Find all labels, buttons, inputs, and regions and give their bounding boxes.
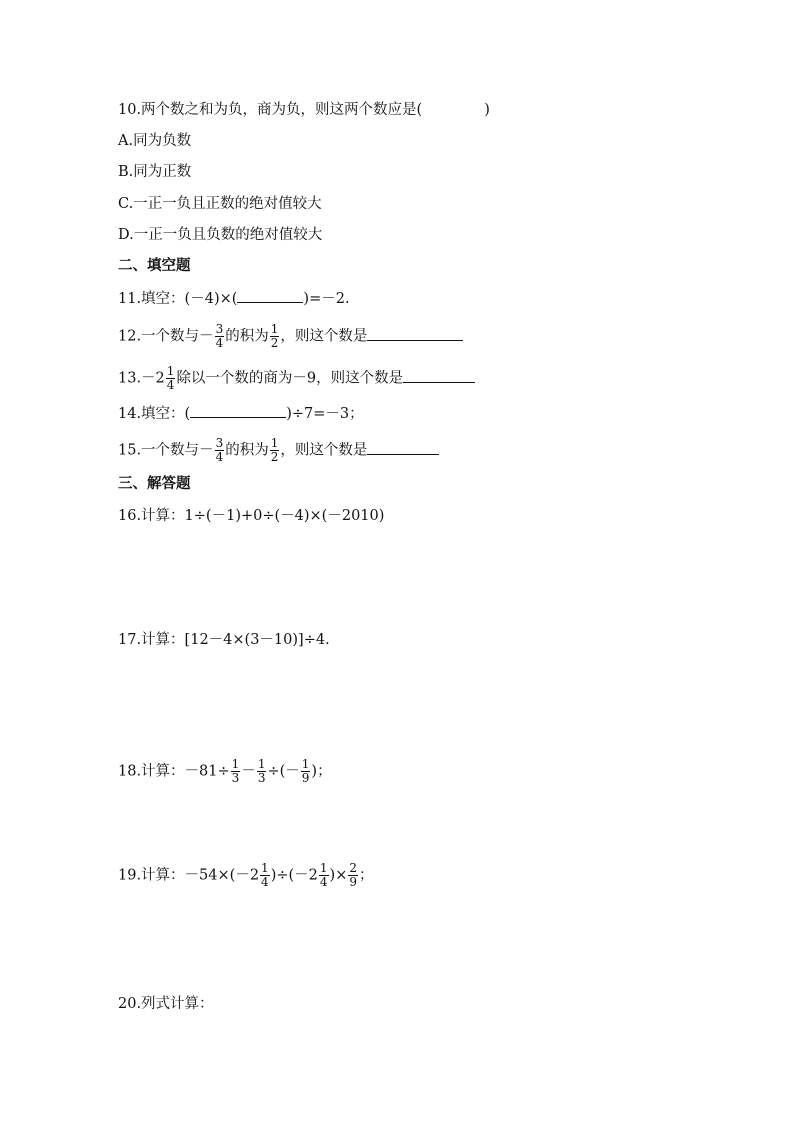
denominator: 4: [215, 336, 224, 350]
q12-text-1: 12.一个数与－: [118, 328, 214, 345]
fraction: [166, 365, 176, 392]
denominator: 3: [231, 771, 240, 785]
numerator: 1: [319, 861, 328, 875]
q10-stem: 10.两个数之和为负，商为负，则这两个数应是(: [118, 102, 423, 118]
fraction: [319, 862, 329, 889]
section-heading-fill-in: 二、填空题: [118, 258, 191, 274]
q15-text-2: 的积为: [225, 442, 269, 459]
numerator: 2: [349, 861, 357, 875]
section-heading-solve: 三、解答题: [118, 476, 191, 492]
denominator: 9: [301, 771, 310, 785]
q15-answer-blank[interactable]: [367, 439, 439, 455]
q14-before: 14.填空：(: [118, 406, 191, 422]
question-12: [118, 323, 463, 350]
numerator: 1: [301, 757, 310, 771]
numerator: 3: [215, 322, 224, 336]
q11-after: )=－2.: [303, 291, 350, 307]
denominator: 3: [257, 771, 266, 785]
question-20: 20.列式计算：: [118, 996, 214, 1012]
denominator: 4: [215, 450, 224, 464]
q18-text-1: 18.计算：－81÷: [118, 763, 230, 780]
fraction: [260, 862, 270, 889]
q10-option-d: D.一正一负且负数的绝对值较大: [118, 227, 323, 243]
q12-text-2: 的积为: [225, 328, 269, 345]
q10-option-a: A.同为负数: [118, 133, 192, 149]
q11-before: 11.填空：(－4)×(: [118, 291, 238, 307]
question-15: [118, 437, 439, 464]
fraction: [270, 323, 280, 350]
question-18: [118, 758, 332, 785]
denominator: 4: [319, 875, 328, 889]
question-13: [118, 365, 475, 392]
question-17: 17.计算：[12－4×(3－10)]÷4.: [118, 632, 330, 648]
numerator: 1: [261, 861, 269, 875]
q19-text-1: 19.计算：－54×(－2: [118, 867, 260, 884]
q18-text-2: －: [241, 763, 256, 780]
fraction: [231, 758, 241, 785]
denominator: 4: [166, 378, 175, 392]
fraction: [215, 437, 225, 464]
q13-text-2: 除以一个数的商为－9，则这个数是: [176, 370, 404, 387]
q15-text-1: 15.一个数与－: [118, 442, 214, 459]
numerator: 1: [270, 322, 279, 336]
denominator: 2: [270, 336, 279, 350]
q14-after: )÷7=－3；: [286, 406, 364, 422]
q18-text-3: ÷(－: [267, 763, 300, 780]
q11-answer-blank[interactable]: [237, 287, 303, 303]
question-11: [118, 287, 350, 309]
fraction: [348, 862, 358, 889]
question-19: [118, 862, 373, 889]
numerator: 1: [231, 757, 240, 771]
denominator: 9: [349, 875, 357, 889]
q19-text-2: )÷(－2: [270, 867, 318, 884]
fraction: [301, 758, 311, 785]
question-10: [118, 100, 490, 120]
q19-text-3: )×: [329, 867, 348, 884]
denominator: 4: [261, 875, 269, 889]
numerator: 1: [257, 757, 266, 771]
fraction: [215, 323, 225, 350]
fraction: [257, 758, 267, 785]
q14-answer-blank[interactable]: [190, 402, 286, 418]
question-16: 16.计算：1÷(－1)+0÷(－4)×(－2010): [118, 508, 385, 524]
q12-answer-blank[interactable]: [367, 325, 463, 341]
q19-text-4: ；: [358, 867, 374, 884]
q18-text-4: )；: [311, 763, 332, 780]
numerator: 1: [270, 436, 279, 450]
q13-text-1: 13.－2: [118, 370, 165, 387]
q15-text-3: ，则这个数是: [280, 442, 368, 459]
numerator: 3: [215, 436, 224, 450]
numerator: 1: [166, 364, 175, 378]
q10-close: ): [484, 102, 490, 118]
q12-text-3: ，则这个数是: [280, 328, 368, 345]
q13-answer-blank[interactable]: [403, 367, 475, 383]
question-14: [118, 402, 364, 424]
q10-option-b: B.同为正数: [118, 164, 192, 180]
denominator: 2: [270, 450, 279, 464]
fraction: [270, 437, 280, 464]
q10-option-c: C.一正一负且正数的绝对值较大: [118, 196, 322, 212]
